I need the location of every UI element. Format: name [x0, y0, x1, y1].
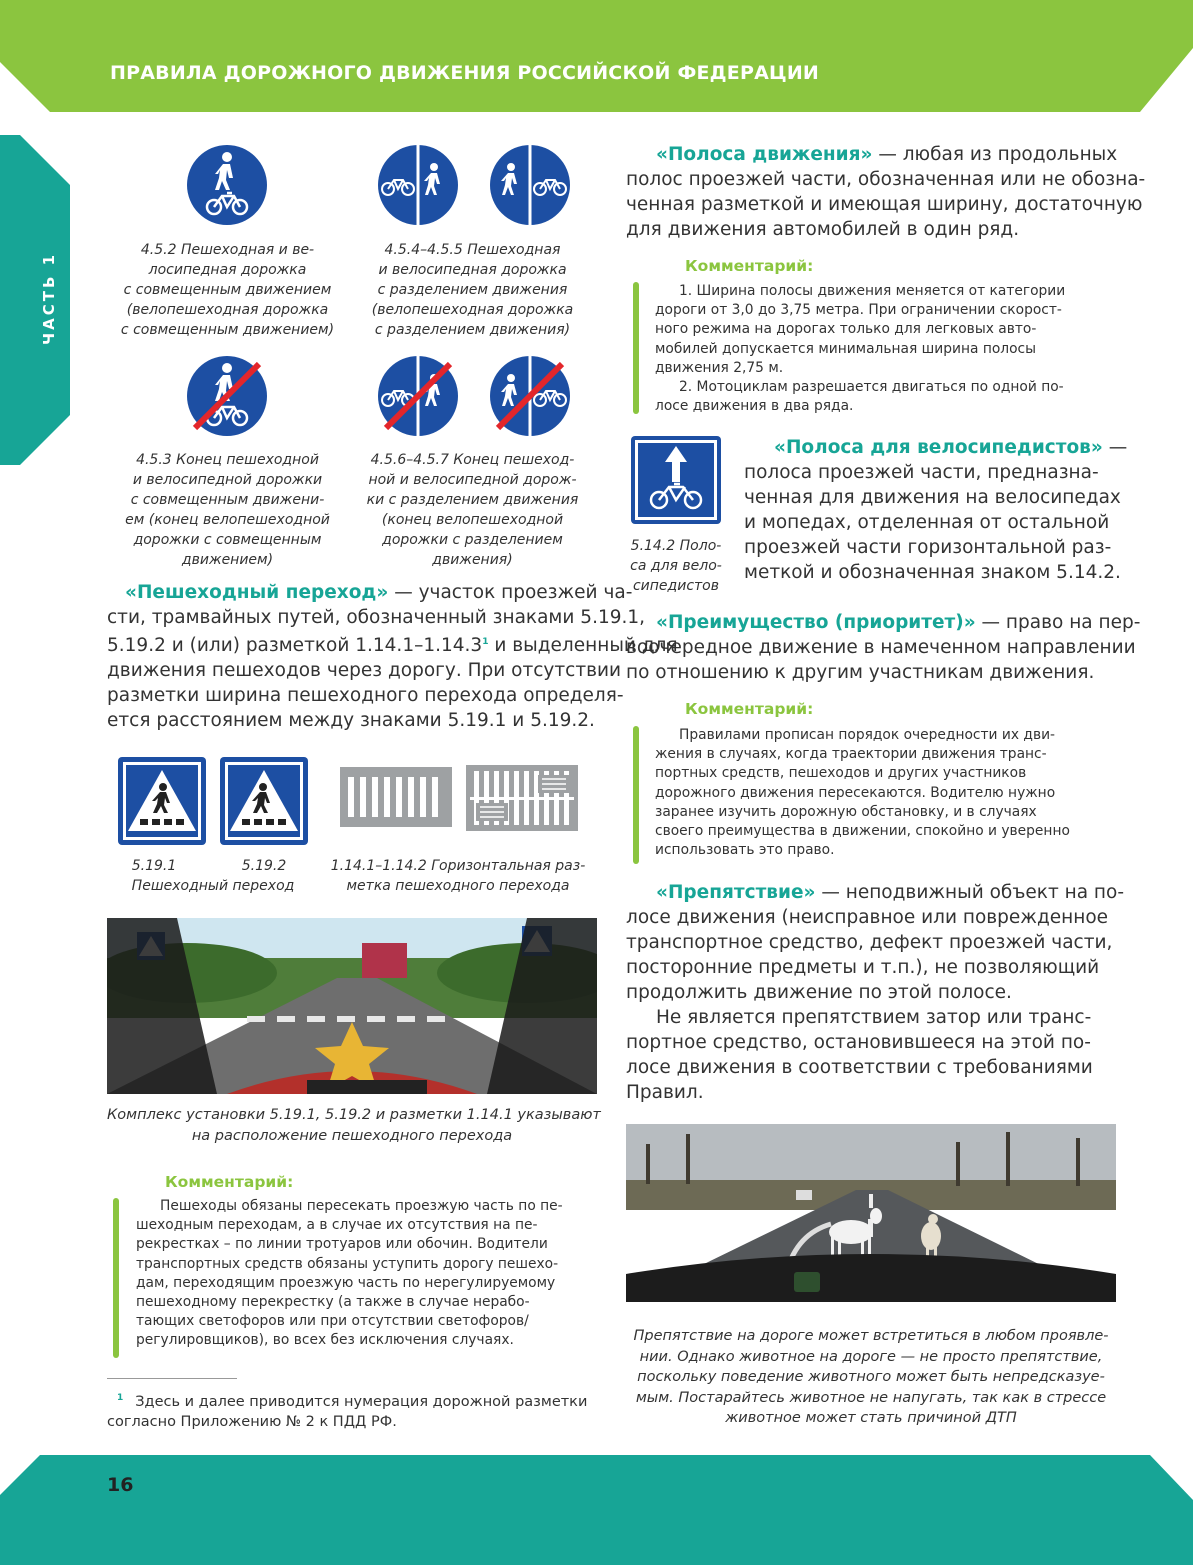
term-pedestrian-crossing: «Пешеходный переход»: [125, 582, 389, 603]
header-banner: [0, 0, 1193, 112]
footnote: $^1$ Здесь и далее приводится нумерация дорожной разметки согласно Приложению № 2 к ПДД РФ.: [107, 1393, 588, 1430]
priority-definition: «Преимущество (приоритет)» — право на пер- воочередное движение в намеченном направлении по отношению к другим участникам движения.: [626, 612, 1141, 683]
comment-bar-1: [113, 1198, 119, 1358]
caption-5-19-2-num: 5.19.2: [241, 858, 287, 874]
comment-heading-1: Комментарий:: [165, 1173, 294, 1191]
term-priority: «Преимущество (приоритет)»: [656, 612, 976, 633]
comment-text-3: Правилами прописан порядок очередности их дви- жения в случаях, когда траектории движения транс- портных средств, пешеходов и других участников дорожного движения пересекаются. Водителю нужно заранее изучить дорожную обстановку, и в случаях своего преимущества в движении, спокойно и уверенно использовать это право.: [655, 727, 1070, 859]
comment-bar-3: [633, 726, 639, 864]
footer-banner: [0, 1455, 1193, 1565]
sign-4-5-7-end-split-path: [486, 352, 574, 440]
comment-heading-3: Комментарий:: [685, 700, 814, 718]
page-number: 16: [107, 1474, 134, 1496]
obstacle-definition: «Препятствие» — неподвижный объект на по- лосе движения (неисправное или поврежденное транспортное средство, дефект проезжей части, посторонние предметы и т.п.), не позволяющий продолжить движение по этой полосе.: [626, 882, 1125, 1003]
marking-1-14-1-zebra: [340, 767, 452, 827]
sign-4-5-6-end-split-path: [374, 352, 462, 440]
caption-marking-1-14: 1.14.1–1.14.2 Горизонтальная раз- метка пешеходного перехода: [330, 858, 586, 894]
sign-4-5-5-split-path: [486, 141, 574, 229]
sign-4-5-4-split-path: [374, 141, 462, 229]
page-header-title: ПРАВИЛА ДОРОЖНОГО ДВИЖЕНИЯ РОССИЙСКОЙ ФЕДЕРАЦИИ: [110, 62, 820, 84]
bicycle-lane-definition: «Полоса для велосипедистов» — полоса проезжей части, предназна- ченная для движения на велосипедах и мопедах, отделенная от остальной проезжей части горизонтальной раз- меткой и обозначенная знаком 5.14.2.: [744, 437, 1128, 583]
caption-photo-1: Комплекс установки 5.19.1, 5.19.2 и разметки 1.14.1 указывают на расположение пешеходного перехода: [107, 1107, 601, 1144]
comment-bar-2: [633, 282, 639, 414]
photo-goats-on-road: [626, 1124, 1116, 1302]
caption-sign-4-5-3: 4.5.3 Конец пешеходной и велосипедной дорожки с совмещенным движени- ем (конец велопешеходной дорожки с совмещенным движением): [125, 452, 330, 568]
caption-sign-4-5-6: 4.5.6–4.5.7 Конец пешеход- ной и велосипедной дорож- ки с разделением движения (конец велопешеходной дорожки с разделением движения): [366, 452, 579, 568]
comment-text-2: 1. Ширина полосы движения меняется от категории дороги от 3,0 до 3,75 метра. При ограничении скорост- ного режима на дорогах только для легковых авто- мобилей допускается минимальная ширина полосы движения 2,75 м. 2. Мотоциклам разрешается двигаться по одной по- лосе движения в два ряда.: [655, 283, 1066, 415]
sign-5-14-2-bicycle-lane: [631, 436, 721, 524]
caption-sign-4-5-4: 4.5.4–4.5.5 Пешеходная и велосипедная дорожка с разделением движения (велопешеходная дорожка с разделением движения): [371, 242, 574, 338]
marking-1-14-2-zebra-arrows: [466, 765, 578, 831]
lane-definition: «Полоса движения» — любая из продольных полос проезжей части, обозначенная или не обозна- ченная разметкой и имеющая ширину, достаточную для движения автомобилей в один ряд.: [626, 144, 1146, 240]
photo-pedestrian-crossing-road: [107, 918, 597, 1094]
term-lane: «Полоса движения»: [656, 144, 873, 165]
caption-photo-2: Препятствие на дороге может встретиться в любом проявле- нии. Однако животное на дороге — не просто препятствие, поскольку поведение животного может быть непредсказуе- мым. Постарайтесь животное не напугать, так как в стрессе животное может стать причиной ДТП: [633, 1328, 1109, 1426]
car: [796, 1190, 812, 1200]
comment-heading-2: Комментарий:: [685, 257, 814, 275]
chapter-label: ЧАСТЬ 1: [40, 251, 58, 345]
pedestrian-crossing-definition: «Пешеходный переход» — участок проезжей ча- сти, трамвайных путей, обозначенный знаками 5.19.1, 5.19.2 и (или) разметкой 1.14.1–1.14.3$^1$ и выделенный для движения пешеходов через дорогу. При отсутствии разметки ширина пешеходного перехода определя- ется расстоянием между знаками 5.19.1 и 5.19.2.: [107, 582, 678, 732]
caption-pedestrian-crossing-name: Пешеходный переход: [131, 878, 295, 894]
term-bicycle-lane: «Полоса для велосипедистов»: [774, 437, 1103, 458]
sign-4-5-2-shared-path: [183, 141, 271, 229]
truck: [362, 943, 407, 978]
footnote-ref: 1: [482, 637, 489, 647]
sign-4-5-3-end-shared-path: [183, 352, 271, 440]
caption-sign-4-5-2: 4.5.2 Пешеходная и ве- лосипедная дорожка с совмещенным движением (велопешеходная дорожка с совмещенным движением): [120, 242, 335, 338]
caption-5-19-1-num: 5.19.1: [131, 858, 177, 874]
term-obstacle: «Препятствие»: [656, 882, 816, 903]
comment-text-1: Пешеходы обязаны пересекать проезжую часть по пе- шеходным переходам, а в случае их отсутствия на пе- рекрестках – по линии тротуаров или обочин. Водители транспортных средств обязаны уступить дорогу пешехо- дам, переходящим проезжую часть по нерегулируемому пешеходному перекрестку (а также в случае нерабо- тающих светофоров или при отсутствии светофоров/ регулировщиков), во всех без исключения случаях.: [136, 1198, 563, 1349]
caption-sign-5-14-2: 5.14.2 Поло- са для вело- сипедистов: [630, 538, 722, 594]
footnote-divider: [107, 1378, 237, 1379]
sign-5-19-2-pedestrian-crossing: [220, 757, 308, 845]
sign-5-19-1-pedestrian-crossing: [118, 757, 206, 845]
chapter-side-tab: [0, 135, 70, 465]
not-obstacle-paragraph: Не является препятствием затор или транс- портное средство, остановившееся на этой по- лосе движения в соответствии с требованиями Правил.: [626, 1007, 1093, 1103]
